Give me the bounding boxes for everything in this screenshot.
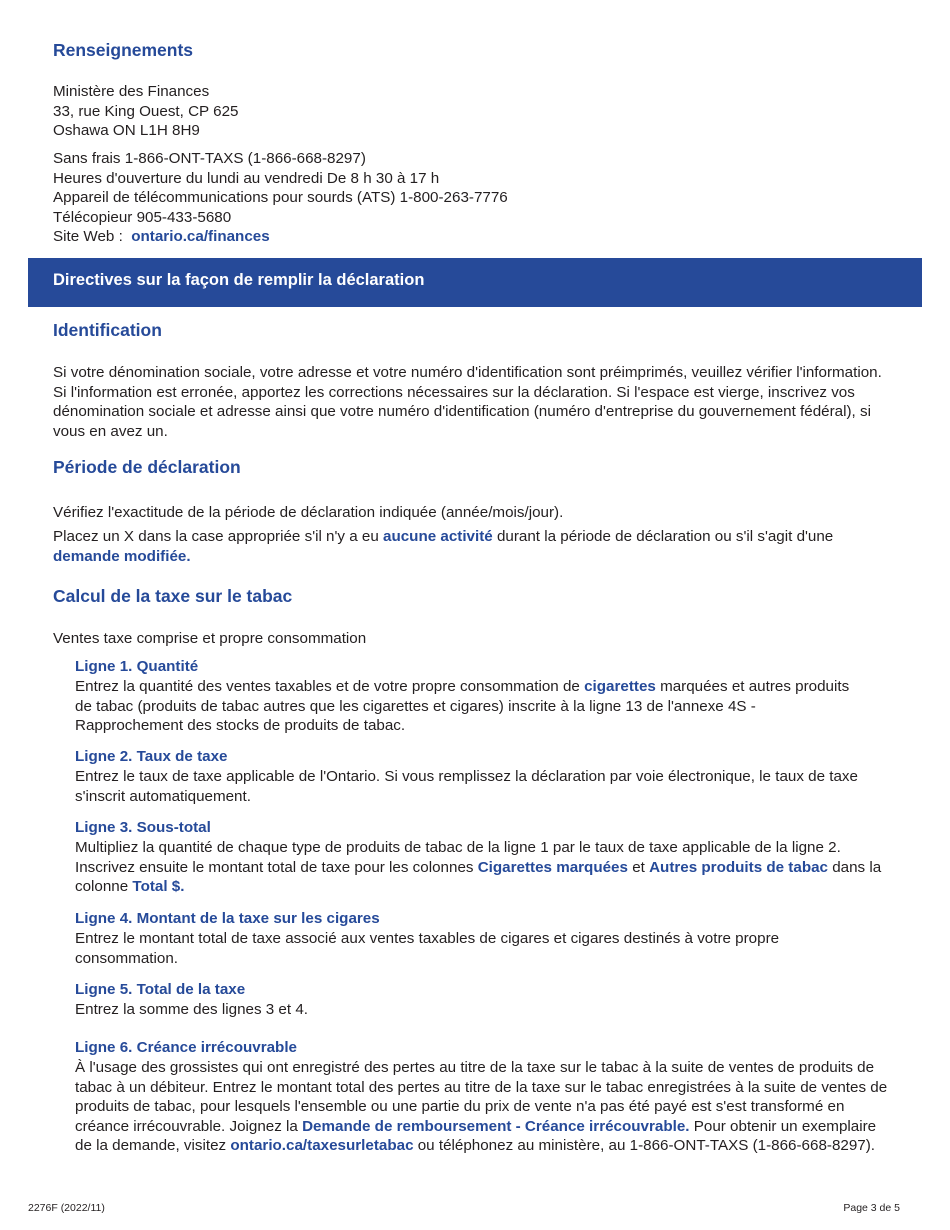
tobacco-tax-link[interactable]: ontario.ca/taxesurletabac bbox=[230, 1137, 414, 1155]
instructions-banner bbox=[28, 258, 922, 307]
line-1-section bbox=[75, 657, 855, 736]
website-link[interactable]: ontario.ca/finances bbox=[131, 228, 270, 246]
identification-heading: Identification bbox=[53, 320, 162, 340]
period-heading: Période de déclaration bbox=[53, 457, 241, 477]
line-5-body: Entrez la somme des lignes 3 et 4. bbox=[75, 1001, 308, 1018]
refund-form-link: Demande de remboursement - Créance irrécouvrable. bbox=[302, 1117, 690, 1135]
website-label: Site Web : bbox=[53, 228, 128, 246]
phone-line: Télécopieur 905-433-5680 bbox=[53, 208, 232, 226]
line-4-title: Ligne 4. Montant de la taxe sur les cigares bbox=[75, 910, 380, 927]
line-2-title: Ligne 2. Taux de taxe bbox=[75, 748, 228, 765]
phone-line: Heures d'ouverture du lundi au vendredi De 8 h 30 à 17 h bbox=[53, 169, 440, 187]
line-2-section bbox=[75, 747, 895, 806]
calc-intro: Ventes taxe comprise et propre consommation bbox=[53, 630, 367, 647]
line-1-body: Entrez la quantité des ventes taxables et de votre propre consommation de cigarettes marquées et autres produits de tabac (produits de tabac autres que les cigarettes et cigares) inscrite à la ligne 13 de l'annexe 4S - Rapprochement des stocks de produits de tabac. bbox=[75, 678, 850, 735]
page-number: Page 3 de 5 bbox=[843, 1202, 900, 1214]
line-4-body: Entrez le montant total de taxe associé aux ventes taxables de cigares et cigares destinés à votre propre consommation. bbox=[75, 930, 780, 967]
address-line: 33, rue King Ouest, CP 625 bbox=[53, 102, 239, 120]
line-3-title: Ligne 3. Sous-total bbox=[75, 819, 211, 836]
amended-return-term: demande modifiée. bbox=[53, 547, 191, 565]
address-line: Oshawa ON L1H 8H9 bbox=[53, 122, 200, 140]
line-6-section bbox=[75, 1038, 895, 1156]
identification-body: Si votre dénomination sociale, votre adresse et votre numéro d'identification sont préimprimés, veuillez vérifier l'information. Si l'information est erronée, apportez les corrections nécessaires sur la déclaration. Si l'espace est vierge, inscrivez vos dénomination sociale et adresse ainsi que votre numéro d'identification (numéro d'entreprise du gouvernement fédéral), si vous en avez un. bbox=[53, 364, 882, 440]
line-5-section bbox=[75, 980, 895, 1020]
form-number: 2276F (2022/11) bbox=[28, 1202, 105, 1214]
line-6-body: À l'usage des grossistes qui ont enregistré des pertes au titre de la taxe sur le tabac à la suite de ventes de produits de tabac à un débiteur. Entrez le montant total des pertes au titre de la taxe sur le tabac enregistrées à la suite de ventes de produits de tabac, pour lesquels l'ensemble ou une partie du prix de vente n'a pas été payé est s'est transformé en créance irrécouvrable. Joignez la Demande de remboursement - Créance irrécouvrable. Pour obtenir un exemplaire de la demande, visitez ontario.ca/taxesurletabac ou téléphonez au ministère, au 1-866-ONT-TAXS (1-866-668-8297). bbox=[75, 1059, 888, 1155]
line-1-title: Ligne 1. Quantité bbox=[75, 658, 199, 675]
contact-heading: Renseignements bbox=[53, 40, 194, 60]
line-3-body: Multipliez la quantité de chaque type de produits de tabac de la ligne 1 par le taux de taxe applicable de la ligne 2. Inscrivez ensuite le montant total de taxe pour les colonnes Cigarettes marquées et Autres produits de tabac dans la colonne Total $. bbox=[75, 839, 882, 896]
period-line-1: Vérifiez l'exactitude de la période de déclaration indiquée (année/mois/jour). bbox=[53, 504, 564, 521]
phone-line: Sans frais 1-866-ONT-TAXS (1-866-668-8297) bbox=[53, 150, 366, 167]
no-activity-term: aucune activité bbox=[383, 528, 493, 545]
phone-line: Appareil de télécommunications pour sourds (ATS) 1-800-263-7776 bbox=[53, 189, 508, 207]
line-6-title: Ligne 6. Créance irrécouvrable bbox=[75, 1039, 297, 1056]
calc-heading: Calcul de la taxe sur le tabac bbox=[53, 586, 293, 606]
banner-title: Directives sur la façon de remplir la déclaration bbox=[53, 271, 425, 289]
line-3-section bbox=[75, 818, 895, 897]
period-line-2: Placez un X dans la case appropriée s'il n'y a eu aucune activité durant la période de déclaration ou s'il s'agit d'une demande modifiée. bbox=[53, 528, 834, 565]
website-line bbox=[53, 227, 903, 247]
address-line: Ministère des Finances bbox=[53, 83, 210, 100]
line-5-title: Ligne 5. Total de la taxe bbox=[75, 981, 246, 998]
line-4-section bbox=[75, 909, 895, 968]
line-2-body: Entrez le taux de taxe applicable de l'Ontario. Si vous remplissez la déclaration par voie électronique, le taux de taxe s'inscrit automatiquement. bbox=[75, 768, 858, 805]
contact-address bbox=[53, 82, 903, 141]
contact-phones bbox=[53, 149, 903, 247]
